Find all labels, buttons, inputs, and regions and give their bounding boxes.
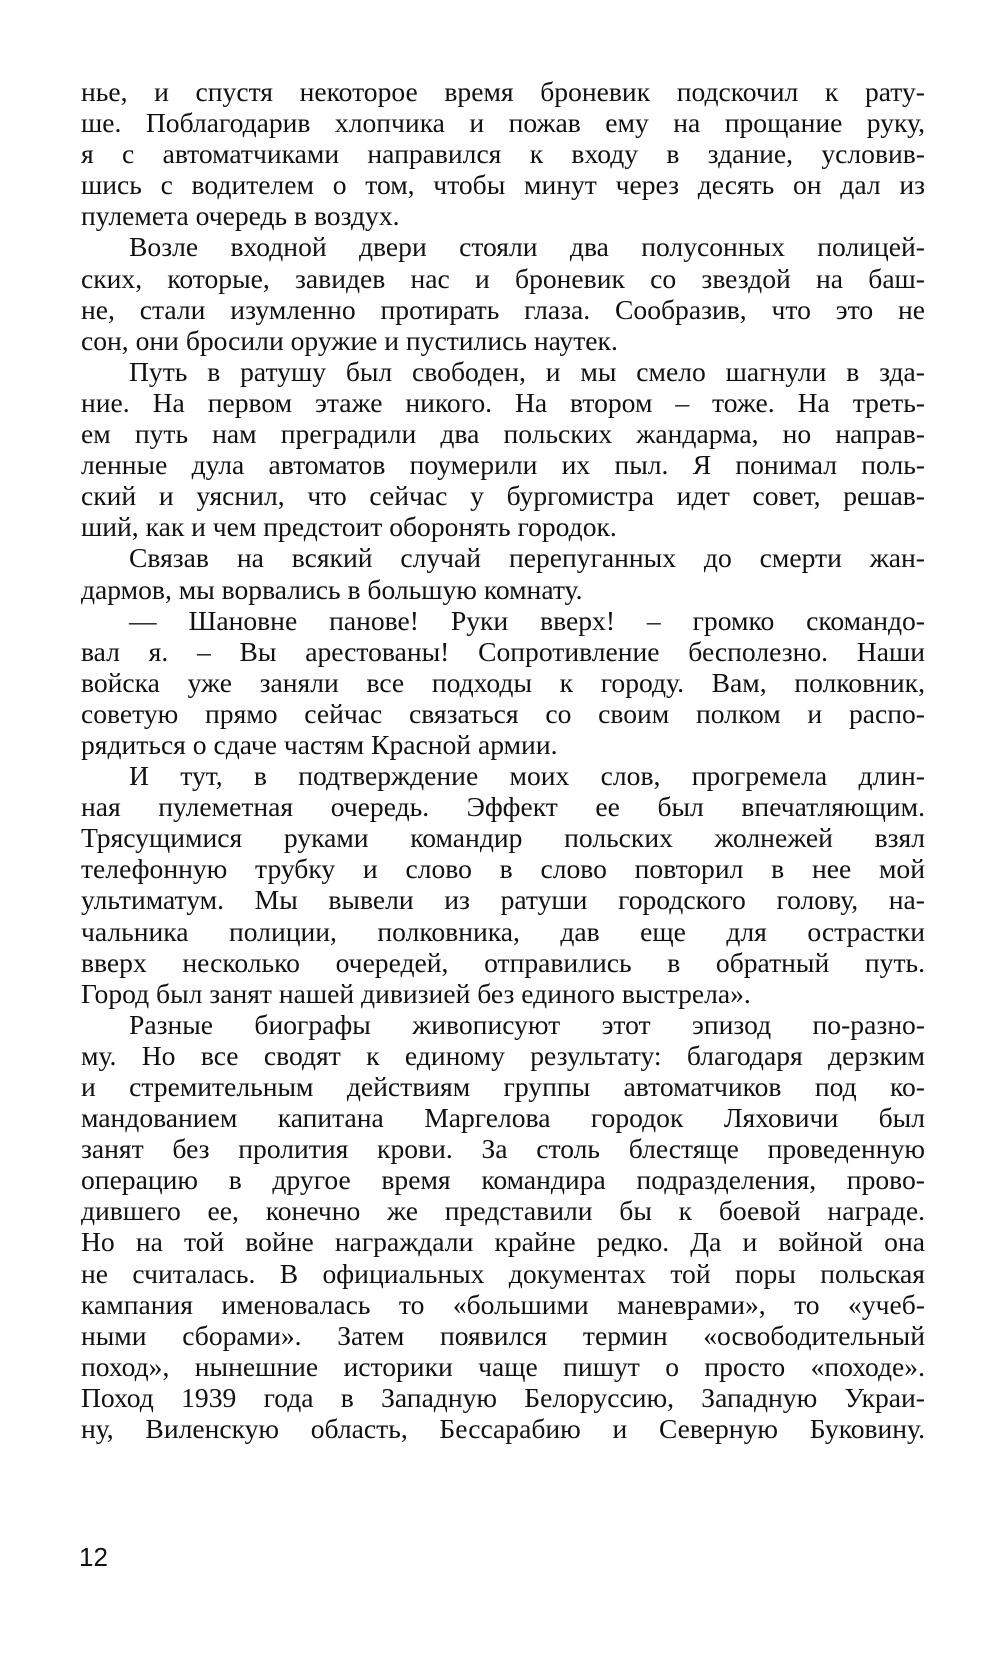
text-line: вал я. – Вы арестованы! Сопротивление бесполезно. Наши [81, 635, 925, 667]
text-line: Возле входной двери стояли два полусонных полицей- [129, 231, 925, 263]
text-line: телефонную трубку и слово в слово повторил в нее мой [81, 853, 925, 885]
text-line: Город был занят нашей дивизией без единого выстрела». [81, 977, 751, 1009]
text-line: не, стали изумленно протирать глаза. Сообразив, что это не [81, 293, 925, 325]
text-line: кампания именовалась то «большими маневрами», то «учеб- [81, 1288, 925, 1320]
text-line: Разные биографы живописуют этот эпизод по-разно- [129, 1008, 925, 1040]
text-line: шись с водителем о том, чтобы минут через десять он дал из [81, 169, 925, 201]
text-line: Связав на всякий случай перепуганных до смерти жан- [129, 542, 925, 574]
text-line: рядиться о сдаче частям Красной армии. [81, 728, 558, 760]
text-line: пулемета очередь в воздух. [81, 200, 400, 232]
text-line: ультиматум. Мы вывели из ратуши городского голову, на- [81, 884, 925, 916]
body-text [81, 76, 925, 1444]
text-line: советую прямо сейчас связаться со своим полком и распо- [81, 697, 925, 729]
text-line: Путь в ратушу был свободен, и мы смело шагнули в зда- [129, 355, 925, 387]
text-line: вверх несколько очередей, отправились в обратный путь. [81, 946, 925, 978]
text-line: ными сборами». Затем появился термин «освободительный [81, 1319, 925, 1351]
text-line: войска уже заняли все подходы к городу. Вам, полковник, [81, 666, 925, 698]
text-line: ский и уяснил, что сейчас у бургомистра идет совет, решав- [81, 480, 925, 512]
page-number: 12 [79, 1542, 108, 1572]
text-line: нье, и спустя некоторое время броневик подскочил к рату- [81, 76, 925, 107]
text-line: чальника полиции, полковника, дав еще для острастки [81, 915, 925, 947]
text-line: ший, как и чем предстоит оборонять городок. [81, 511, 617, 543]
text-line: ная пулеметная очередь. Эффект ее был впечатляющим. [81, 791, 925, 823]
text-line: занят без пролития крови. За столь блестяще проведенную [81, 1133, 925, 1165]
text-line: дившего ее, конечно же представили бы к боевой награде. [81, 1195, 925, 1227]
text-line: Но на той войне награждали крайне редко. Да и войной она [81, 1226, 925, 1258]
text-line: ше. Поблагодарив хлопчика и пожав ему на прощание руку, [81, 107, 925, 139]
text-line: Трясущимися руками командир польских жолнежей взял [81, 822, 925, 854]
text-line: мандованием капитана Маргелова городок Ляховичи был [81, 1102, 925, 1134]
text-line: и стремительным действиям группы автоматчиков под ко- [81, 1071, 925, 1102]
text-line: ние. На первом этаже никого. На втором – тоже. На треть- [81, 386, 925, 418]
text-line: И тут, в подтверждение моих слов, прогремела длин- [129, 760, 925, 792]
text-line: ских, которые, завидев нас и броневик со звездой на баш- [81, 262, 925, 294]
text-line: ем путь нам преградили два польских жандарма, но направ- [81, 418, 925, 450]
text-line: я с автоматчиками направился к входу в здание, условив- [81, 138, 925, 170]
text-line: операцию в другое время командира подразделения, прово- [81, 1164, 925, 1196]
text-line: ленные дула автоматов поумерили их пыл. Я понимал поль- [81, 449, 925, 481]
text-line: Поход 1939 года в Западную Белоруссию, Западную Украи- [81, 1381, 925, 1413]
text-line: поход», нынешние историки чаще пишут о просто «походе». [81, 1350, 925, 1382]
text-line: сон, они бросили оружие и пустились наутек. [81, 324, 618, 356]
text-line: — Шановне панове! Руки вверх! – громко скомандо- [129, 604, 925, 636]
text-line: ну, Виленскую область, Бессарабию и Северную Буковину. [81, 1413, 925, 1445]
text-line: му. Но все сводят к единому результату: благодаря дерзким [81, 1039, 925, 1071]
text-line: не считалась. В официальных документах той поры польская [81, 1257, 925, 1289]
text-line: дармов, мы ворвались в большую комнату. [81, 573, 583, 605]
